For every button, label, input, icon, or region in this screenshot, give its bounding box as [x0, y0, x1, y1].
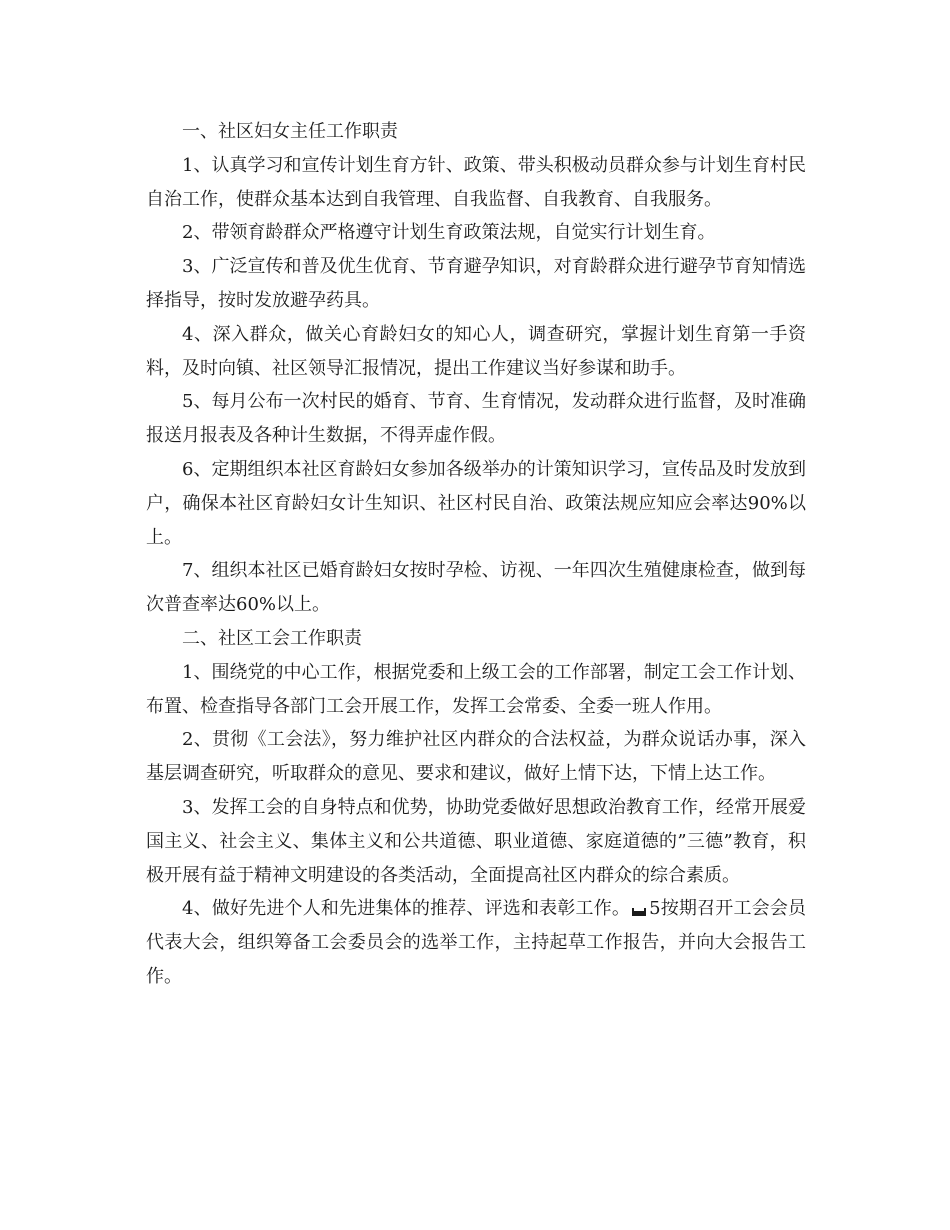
section-heading-women-director: 一、社区妇女主任工作职责	[182, 121, 398, 142]
bracket-mark-icon	[632, 908, 646, 916]
paragraph: 5、每月公布一次村民的婚育、节育、生育情况，发动群众进行监督，及时准确报送月报表及各种计生数据，不得弄虚作假。	[146, 391, 806, 447]
paragraph: 3、广泛宣传和普及优生优育、节育避孕知识，对育龄群众进行避孕节育知情选择指导，按时发放避孕药具。	[146, 256, 806, 311]
paragraph: 4、深入群众，做关心育龄妇女的知心人，调查研究，掌握计划生育第一手资料，及时向镇、社区领导汇报情况，提出工作建议当好参谋和助手。	[146, 323, 806, 379]
paragraph: 1、围绕党的中心工作，根据党委和上级工会的工作部署，制定工会工作计划、布置、检查指导各部门工会开展工作，发挥工会常委、全委一班人作用。	[146, 661, 806, 717]
paragraph: 6、定期组织本社区育龄妇女参加各级举办的计策知识学习，宣传品及时发放到户，确保本社区育龄妇女计生知识、社区村民自治、政策法规应知应会率达90%以上。	[146, 458, 806, 548]
paragraph: 2、带领育龄群众严格遵守计划生育政策法规，自觉实行计划生育。	[182, 222, 716, 244]
document-body	[146, 115, 806, 994]
paragraph: 3、发挥工会的自身特点和优势，协助党委做好思想政治教育工作，经常开展爱国主义、社会主义、集体主义和公共道德、职业道德、家庭道德的”三德”教育，积极开展有益于精神文明建设的各类活动，全面提高社区内群众的综合素质。	[146, 796, 806, 886]
paragraph: 2、贯彻《工会法》，努力维护社区内群众的合法权益，为群众说话办事，深入基层调查研究，听取群众的意见、要求和建议，做好上情下达，下情上达工作。	[146, 729, 806, 785]
paragraph-text: 5按期召开工会会员代表大会，组织筹备工会委员会的选举工作，主持起草工作报告，并向大会报告工作。	[146, 898, 807, 987]
section-heading-trade-union: 二、社区工会工作职责	[182, 627, 362, 649]
paragraph-text: 4、做好先进个人和先进集体的推荐、评选和表彰工作。	[182, 898, 631, 920]
paragraph: 1、认真学习和宣传计划生育方针、政策、带头积极动员群众参与计划生育村民自治工作，使群众基本达到自我管理、自我监督、自我教育、自我服务。	[146, 154, 806, 210]
paragraph-item-4	[146, 892, 806, 993]
paragraph: 7、组织本社区已婚育龄妇女按时孕检、访视、一年四次生殖健康检查，做到每次普查率达60%以上。	[146, 560, 806, 616]
